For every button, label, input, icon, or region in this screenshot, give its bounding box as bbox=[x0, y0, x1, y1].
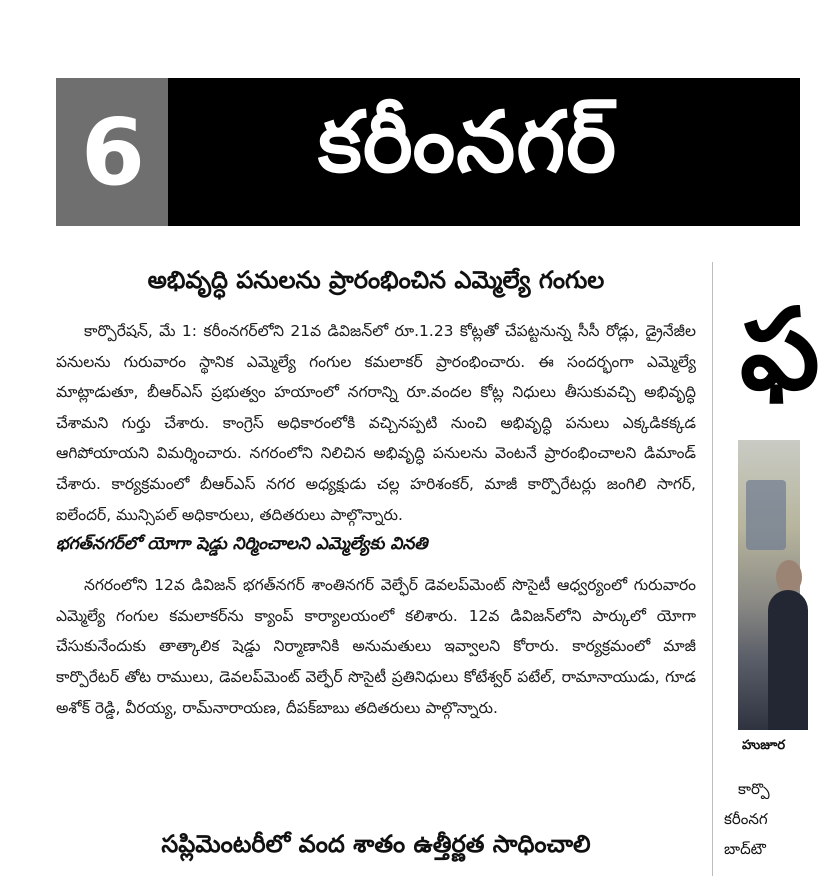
main-column bbox=[56, 266, 696, 723]
article-subheadline: భగత్‌నగర్‌లో యోగా షెడ్డు నిర్మించాలని ఎమ్మెల్యేకు వినతి bbox=[56, 534, 428, 555]
section-title: కరీంనగర్ bbox=[318, 92, 618, 191]
next-article-headline: సప్లిమెంటరీలో వంద శాతం ఉత్తీర్ణత సాధించాలి bbox=[161, 830, 591, 858]
adjacent-headline-fragment: ఫ bbox=[740, 285, 820, 415]
article-headline: అభివృద్ధి పనులను ప్రారంభించిన ఎమ్మెల్యే గంగుల bbox=[147, 266, 605, 294]
adjacent-text-line: బాద్‌టౌ bbox=[724, 840, 766, 858]
adjacent-text-line: కరీంనగ bbox=[724, 810, 768, 828]
photo-caption: హుజూర bbox=[742, 738, 786, 753]
column-divider bbox=[712, 262, 713, 876]
section-banner bbox=[168, 78, 800, 226]
adjacent-column bbox=[722, 262, 820, 876]
article-body: కార్పొరేషన్, మే 1: కరీంనగర్‌లోని 21వ డివిజన్‌లో రూ.1.23 కోట్లతో చేపట్టనున్న సీసీ రోడ్లు, డ్రైనేజీల పనులను గురువారం స్థానిక ఎమ్మెల్యే గంగుల కమలాకర్ ప్రారంభించారు. ఈ సందర్భంగా ఎమ్మెల్యే మాట్లాడుతూ, బీఆర్‌ఎస్ ప్రభుత్వం హయాంలో నగరాన్ని రూ.వందల కోట్ల నిధులు తీసుకువచ్చి అభివృద్ధి చేశామని గుర్తు చేశారు. కాంగ్రెస్ అధికారంలోకి వచ్చినప్పటి నుంచి అభివృద్ధి పనులు ఎక్కడికక్కడ ఆగిపోయాయని విమర్శించారు. నగరంలోని నిలిచిన అభివృద్ధి పనులను వెంటనే ప్రారంభించాలని డిమాండ్ చేశారు. కార్యక్రమంలో బీఆర్‌ఎస్ నగర అధ్యక్షుడు చల్ల హరిశంకర్, మాజీ కార్పొరేటర్లు జంగిలి సాగర్, ఐలేందర్, మున్సిపల్ అధికారులు, తదితరులు పాల్గొన్నారు. bbox=[56, 322, 696, 524]
adjacent-article-body bbox=[724, 774, 770, 864]
news-photo bbox=[738, 440, 800, 730]
article-body-secondary: నగరంలోని 12వ డివిజన్ భగత్‌నగర్ శాంతినగర్ వెల్ఫేర్ డెవలప్‌మెంట్ సొసైటీ ఆధ్వర్యంలో గురువారం ఎమ్మెల్యే గంగుల కమలాకర్‌ను క్యాంప్ కార్యాలయంలో కలిశారు. 12వ డివిజన్‌లోని పార్కులో యోగా చేసుకునేందుకు తాత్కాలిక షెడ్డు నిర్మాణానికి అనుమతులు ఇవ్వాలని కోరారు. కార్యక్రమంలో మాజీ కార్పొరేటర్ తోట రాములు, డెవలప్‌మెంట్ వెల్ఫేర్ సొసైటీ ప్రతినిధులు కోటేశ్వర్ పటేల్, రామానాయుడు, గూడ అశోక్ రెడ్డి, వీరయ్య, రామ్‌నారాయణ, దీపక్‌బాబు తదితరులు పాల్గొన్నారు. bbox=[56, 576, 696, 717]
adjacent-text-line: కార్పొ bbox=[738, 780, 770, 798]
photo-person-body bbox=[768, 590, 808, 730]
page-masthead bbox=[56, 78, 800, 226]
photo-background-shape bbox=[746, 480, 786, 550]
photo-person-head bbox=[776, 560, 802, 594]
page-number: 6 bbox=[56, 78, 168, 226]
